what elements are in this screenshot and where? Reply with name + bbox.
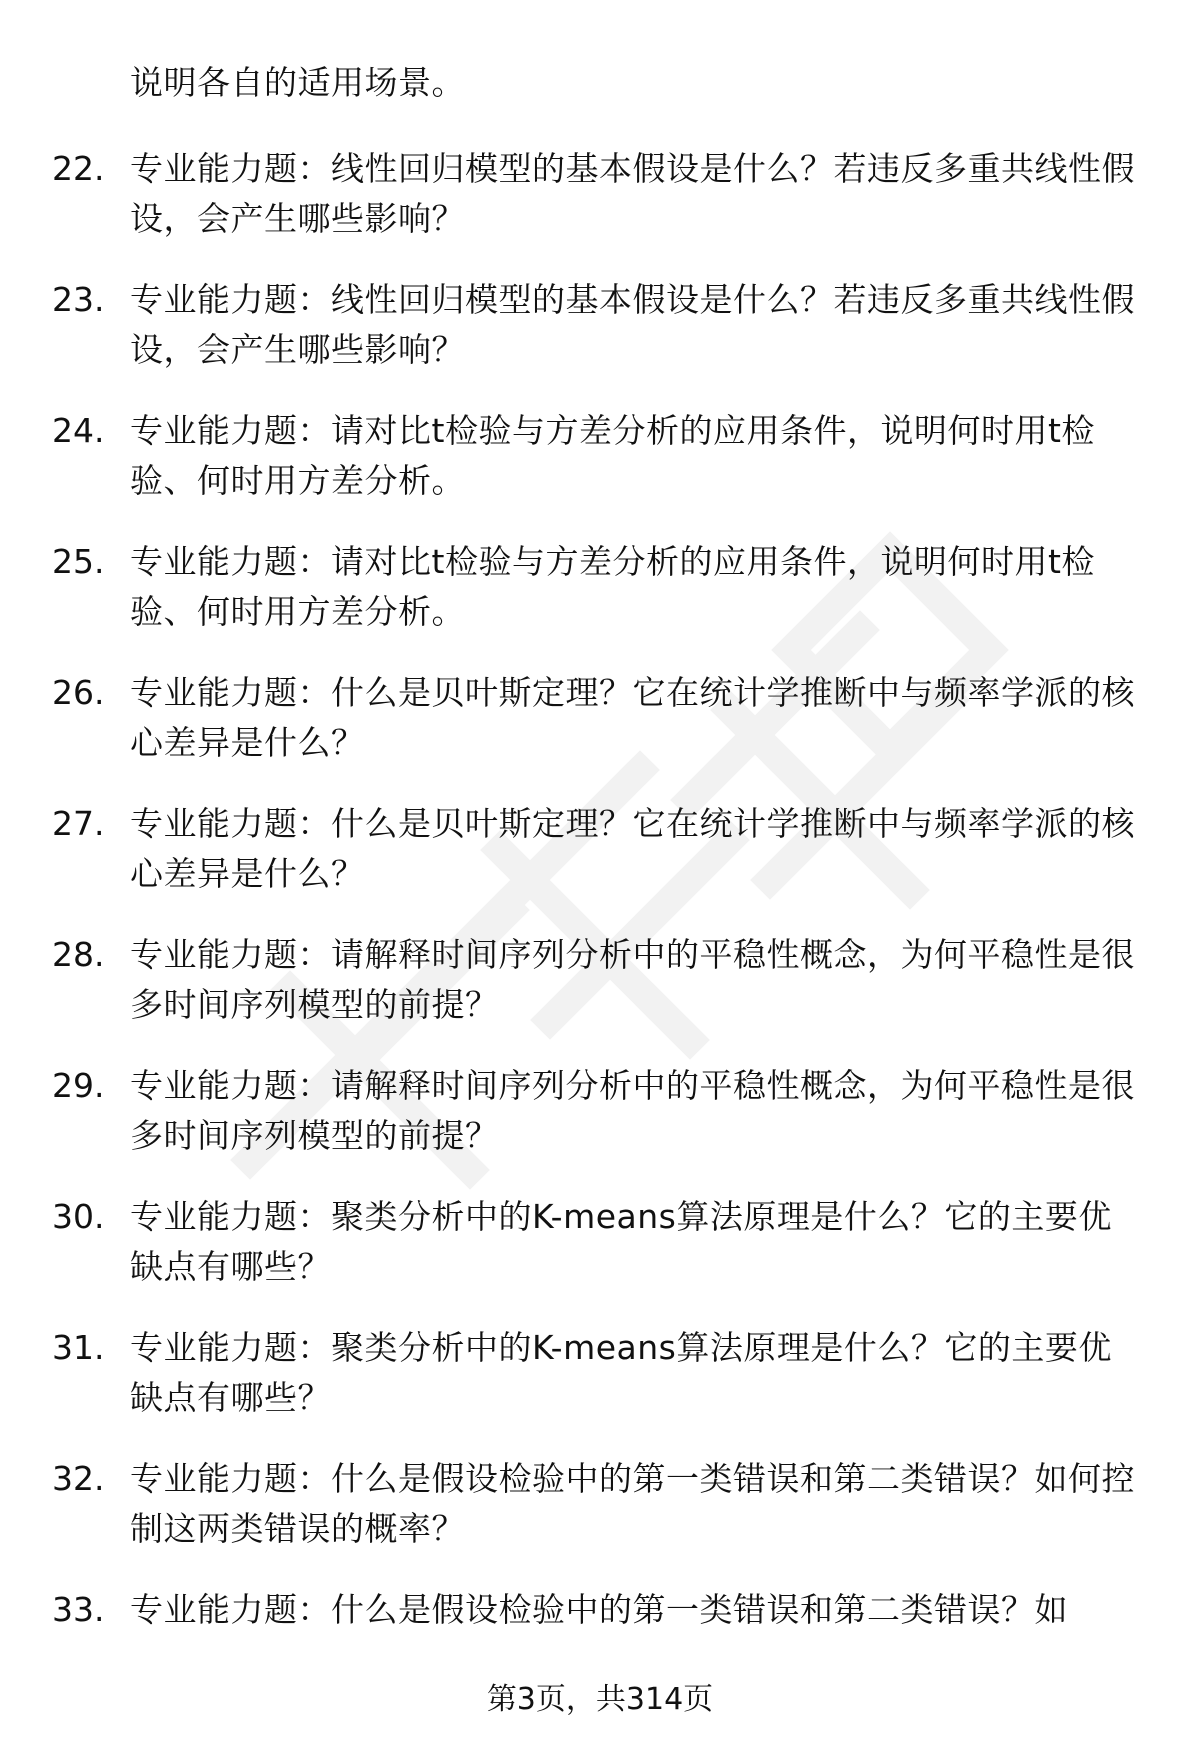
question-item: [0, 144, 1200, 275]
question-text: 专业能力题：聚类分析中的K-means算法原理是什么？它的主要优缺点有哪些？: [130, 1197, 1112, 1286]
question-text: 专业能力题：什么是假设检验中的第一类错误和第二类错误？如: [130, 1590, 1068, 1629]
question-text: 专业能力题：线性回归模型的基本假设是什么？若违反多重共线性假设，会产生哪些影响？: [130, 149, 1135, 238]
question-number: 28.: [52, 935, 105, 974]
question-item: [0, 668, 1200, 799]
question-number: 25.: [52, 542, 105, 581]
question-number: 22.: [52, 149, 105, 188]
question-number: 31.: [52, 1328, 105, 1367]
question-number: 23.: [52, 280, 105, 319]
question-number: 27.: [52, 804, 105, 843]
question-text: 专业能力题：请对比t检验与方差分析的应用条件，说明何时用t检验、何时用方差分析。: [130, 411, 1095, 500]
question-item: [0, 1061, 1200, 1192]
question-list: [0, 144, 1200, 1716]
question-item: [0, 1192, 1200, 1323]
question-text: 专业能力题：请解释时间序列分析中的平稳性概念，为何平稳性是很多时间序列模型的前提？: [130, 1066, 1135, 1155]
question-number: 26.: [52, 673, 105, 712]
question-item: [0, 537, 1200, 668]
question-number: 29.: [52, 1066, 105, 1105]
question-text: 专业能力题：什么是假设检验中的第一类错误和第二类错误？如何控制这两类错误的概率？: [130, 1459, 1135, 1548]
question-item: [0, 406, 1200, 537]
intro-line: 说明各自的适用场景。: [130, 63, 465, 102]
question-number: 24.: [52, 411, 105, 450]
page-footer: 第3页，共314页: [486, 1682, 714, 1717]
question-text: 专业能力题：线性回归模型的基本假设是什么？若违反多重共线性假设，会产生哪些影响？: [130, 280, 1135, 369]
question-item: [0, 1323, 1200, 1454]
question-number: 32.: [52, 1459, 105, 1498]
question-item: [0, 1454, 1200, 1585]
question-text: 专业能力题：请对比t检验与方差分析的应用条件，说明何时用t检验、何时用方差分析。: [130, 542, 1095, 631]
question-item: [0, 930, 1200, 1061]
question-number: 33.: [52, 1590, 105, 1629]
question-text: 专业能力题：聚类分析中的K-means算法原理是什么？它的主要优缺点有哪些？: [130, 1328, 1112, 1417]
question-item: [0, 275, 1200, 406]
question-text: 专业能力题：什么是贝叶斯定理？它在统计学推断中与频率学派的核心差异是什么？: [130, 804, 1135, 893]
question-text: 专业能力题：什么是贝叶斯定理？它在统计学推断中与频率学派的核心差异是什么？: [130, 673, 1135, 762]
question-item: [0, 799, 1200, 930]
question-text: 专业能力题：请解释时间序列分析中的平稳性概念，为何平稳性是很多时间序列模型的前提？: [130, 935, 1135, 1024]
question-number: 30.: [52, 1197, 105, 1236]
